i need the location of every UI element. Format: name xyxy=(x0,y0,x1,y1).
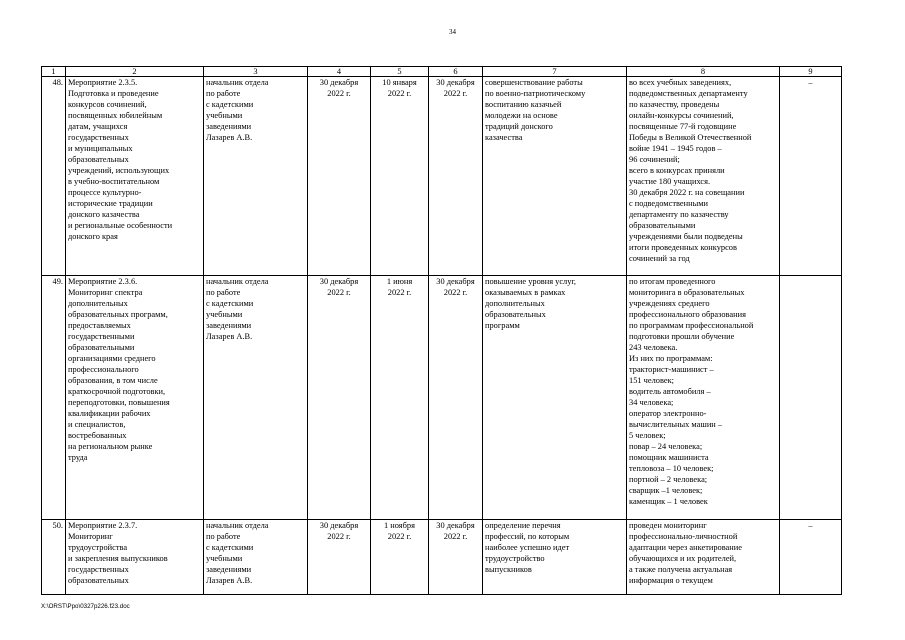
cell-line: образовательных программ, xyxy=(68,310,168,319)
cell-line: а также получена актуальная xyxy=(629,565,733,574)
header-cell: 7 xyxy=(483,67,627,77)
header-cell: 6 xyxy=(429,67,483,77)
cell-line: государственных xyxy=(68,133,129,142)
cell-line: Мероприятие 2.3.7. xyxy=(68,521,138,530)
planned-date-cell xyxy=(308,77,371,276)
cell-line: 1 ноября xyxy=(384,521,415,530)
cell-line: 30 декабря xyxy=(436,277,475,286)
cell-line: войне 1941 – 1945 годов – xyxy=(629,144,722,153)
cell-line: по казачеству, проведены xyxy=(629,100,720,109)
cell-line: повышение уровня услуг, xyxy=(485,277,576,286)
cell-line: Подготовка и проведение xyxy=(68,89,159,98)
note-cell: – xyxy=(780,520,842,595)
note-cell xyxy=(780,276,842,520)
cell-line: образовательными xyxy=(629,221,696,230)
header-cell: 1 xyxy=(42,67,66,77)
cell-line: совершенствование работы xyxy=(485,78,583,87)
cell-line: 2022 г. xyxy=(443,532,468,541)
cell-line: квалификации рабочих xyxy=(68,409,151,418)
cell-line: по итогам проведенного xyxy=(629,277,716,286)
cell-line: сочинений за год xyxy=(629,254,690,263)
cell-line: заведениями xyxy=(206,321,252,330)
cell-line: дополнительных xyxy=(68,299,128,308)
cell-line: участие 180 учащихся. xyxy=(629,177,711,186)
actual-result-cell xyxy=(627,520,780,595)
cell-line: востребованных xyxy=(68,431,127,440)
cell-line: начальник отдела xyxy=(206,521,269,530)
cell-line: в учебно-воспитательном xyxy=(68,177,160,186)
planned-date-cell xyxy=(308,276,371,520)
cell-line: 2022 г. xyxy=(327,532,351,541)
cell-line: государственных xyxy=(68,565,129,574)
cell-line: трудоустройство xyxy=(485,554,545,563)
cell-line: образования, в том числе xyxy=(68,376,158,385)
cell-line: адаптации через анкетирование xyxy=(629,543,742,552)
cell-line: традиций донского xyxy=(485,122,553,131)
cell-line: 34 человека; xyxy=(629,398,674,407)
cell-line: профессионального образования xyxy=(629,310,746,319)
cell-line: 30 декабря xyxy=(319,521,359,530)
cell-line: с подведомственными xyxy=(629,199,708,208)
cell-line: Лазарев А.В. xyxy=(206,332,253,341)
responsible-cell xyxy=(204,520,308,595)
cell-line: профессионально-личностной xyxy=(629,532,738,541)
actual-result-cell xyxy=(627,77,780,276)
cell-line: предоставляемых xyxy=(68,321,131,330)
cell-line: трудоустройства xyxy=(68,543,128,552)
cell-line: выпускников xyxy=(485,565,532,574)
cell-line: 2022 г. xyxy=(443,89,468,98)
cell-line: учебными xyxy=(206,111,243,120)
note-cell: – xyxy=(780,77,842,276)
cell-line: по работе xyxy=(206,532,241,541)
cell-line: и закрепления выпускников xyxy=(68,554,168,563)
cell-line: 30 декабря xyxy=(319,78,359,87)
header-cell: 9 xyxy=(780,67,842,77)
cell-line: помощник машиниста xyxy=(629,453,709,462)
cell-line: 30 декабря 2022 г. на совещании xyxy=(629,188,745,197)
cell-line: 243 человека. xyxy=(629,343,678,352)
cell-line: Лазарев А.В. xyxy=(206,576,253,585)
cell-line: всего в конкурсах приняли xyxy=(629,166,725,175)
cell-line: итоги проведенных конкурсов xyxy=(629,243,737,252)
cell-line: по работе xyxy=(206,89,241,98)
cell-line: во всех учебных заведениях, xyxy=(629,78,732,87)
cell-line: Мониторинг xyxy=(68,532,113,541)
cell-line: и муниципальных xyxy=(68,144,133,153)
end-date-cell xyxy=(429,77,483,276)
cell-line: профессионального xyxy=(68,365,139,374)
cell-line: на региональном рынке xyxy=(68,442,153,451)
row-number-cell: 49. xyxy=(42,276,66,520)
cell-line: краткосрочной подготовки, xyxy=(68,387,166,396)
cell-line: с кадетскими xyxy=(206,299,254,308)
responsible-cell xyxy=(204,77,308,276)
cell-line: тепловоза – 10 человек; xyxy=(629,464,714,473)
cell-line: организациями среднего xyxy=(68,354,156,363)
cell-line: по работе xyxy=(206,288,241,297)
header-cell: 4 xyxy=(308,67,371,77)
cell-line: Мероприятие 2.3.5. xyxy=(68,78,138,87)
event-cell xyxy=(66,520,204,595)
cell-line: учреждениях среднего xyxy=(629,299,710,308)
table-row xyxy=(42,77,842,276)
start-date-cell xyxy=(371,520,429,595)
cell-line: 30 декабря xyxy=(436,78,475,87)
cell-line: 30 декабря xyxy=(436,521,475,530)
cell-line: начальник отдела xyxy=(206,78,269,87)
cell-line: информация о текущем xyxy=(629,576,713,585)
cell-line: повар – 24 человека; xyxy=(629,442,703,451)
cell-line: по военно-патриотическому xyxy=(485,89,586,98)
cell-line: Лазарев А.В. xyxy=(206,133,253,142)
cell-line: определение перечня xyxy=(485,521,561,530)
cell-line: с кадетскими xyxy=(206,543,254,552)
cell-line: датам, учащихся xyxy=(68,122,128,131)
cell-line: донского края xyxy=(68,232,118,241)
cell-line: обучающихся и их родителей, xyxy=(629,554,737,563)
cell-line: подведомственных департаменту xyxy=(629,89,748,98)
cell-line: департаменту по казачеству xyxy=(629,210,729,219)
cell-line: процессе культурно- xyxy=(68,188,142,197)
cell-line: дополнительных xyxy=(485,299,545,308)
cell-line: наиболее успешно идет xyxy=(485,543,570,552)
expected-result-cell xyxy=(483,77,627,276)
cell-line: оператор электронно- xyxy=(629,409,707,418)
start-date-cell xyxy=(371,276,429,520)
cell-line: 2022 г. xyxy=(387,288,412,297)
cell-line: 2022 г. xyxy=(327,89,351,98)
cell-line: и специалистов, xyxy=(68,420,126,429)
cell-line: донского казачества xyxy=(68,210,140,219)
cell-line: с кадетскими xyxy=(206,100,254,109)
cell-line: водитель автомобиля – xyxy=(629,387,711,396)
cell-line: подготовки прошли обучение xyxy=(629,332,735,341)
cell-line: конкурсов сочинений, xyxy=(68,100,147,109)
cell-line: программ xyxy=(485,321,520,330)
cell-line: переподготовки, повышения xyxy=(68,398,170,407)
cell-line: учебными xyxy=(206,554,243,563)
end-date-cell xyxy=(429,520,483,595)
header-cell: 8 xyxy=(627,67,780,77)
expected-result-cell xyxy=(483,276,627,520)
cell-line: 2022 г. xyxy=(387,89,412,98)
cell-line: образовательными xyxy=(68,343,135,352)
cell-line: сварщик –1 человек; xyxy=(629,486,703,495)
responsible-cell xyxy=(204,276,308,520)
file-path-footer: X:\ORST\Ppo\0327p226.f23.doc xyxy=(41,603,130,610)
header-cell: 5 xyxy=(371,67,429,77)
cell-line: Из них по программам: xyxy=(629,354,713,363)
cell-line: 96 сочинений; xyxy=(629,155,680,164)
row-number-cell: 48. xyxy=(42,77,66,276)
planned-date-cell xyxy=(308,520,371,595)
cell-line: оказываемых в рамках xyxy=(485,288,566,297)
cell-line: мониторинга в образовательных xyxy=(629,288,745,297)
actual-result-cell xyxy=(627,276,780,520)
cell-line: исторические традиции xyxy=(68,199,153,208)
cell-line: учебными xyxy=(206,310,243,319)
cell-line: тракторист-машинист – xyxy=(629,365,714,374)
header-cell: 3 xyxy=(204,67,308,77)
cell-line: 2022 г. xyxy=(327,288,351,297)
cell-line: посвященных юбилейным xyxy=(68,111,163,120)
table-row xyxy=(42,276,842,520)
cell-line: вычислительных машин – xyxy=(629,420,723,429)
cell-line: проведен мониторинг xyxy=(629,521,707,530)
row-number-cell: 50. xyxy=(42,520,66,595)
cell-line: образовательных xyxy=(68,155,129,164)
page-number: 34 xyxy=(449,28,456,36)
cell-line: посвященные 77-й годовщине xyxy=(629,122,737,131)
cell-line: 151 человек; xyxy=(629,376,674,385)
cell-line: портной – 2 человека; xyxy=(629,475,708,484)
cell-line: заведениями xyxy=(206,122,252,131)
cell-line: образовательных xyxy=(68,576,129,585)
cell-line: учреждениями были подведены xyxy=(629,232,743,241)
report-table xyxy=(41,66,842,595)
cell-line: государственными xyxy=(68,332,135,341)
cell-line: 30 декабря xyxy=(319,277,359,286)
event-cell xyxy=(66,276,204,520)
cell-line: 2022 г. xyxy=(387,532,412,541)
cell-line: 2022 г. xyxy=(443,288,468,297)
cell-line: начальник отдела xyxy=(206,277,269,286)
cell-line: 5 человек; xyxy=(629,431,666,440)
cell-line: Победы в Великой Отечественной xyxy=(629,133,752,142)
cell-line: заведениями xyxy=(206,565,252,574)
start-date-cell xyxy=(371,77,429,276)
cell-line: Мероприятие 2.3.6. xyxy=(68,277,138,286)
cell-line: учреждений, использующих xyxy=(68,166,170,175)
cell-line: профессий, по которым xyxy=(485,532,570,541)
header-cell: 2 xyxy=(66,67,204,77)
end-date-cell xyxy=(429,276,483,520)
cell-line: Мониторинг спектра xyxy=(68,288,143,297)
cell-line: онлайн-конкурсы сочинений, xyxy=(629,111,734,120)
cell-line: по программам профессиональной xyxy=(629,321,754,330)
table-row xyxy=(42,520,842,595)
expected-result-cell xyxy=(483,520,627,595)
cell-line: каменщик – 1 человек xyxy=(629,497,708,506)
cell-line: 1 июня xyxy=(386,277,413,286)
cell-line: образовательных xyxy=(485,310,546,319)
cell-line: труда xyxy=(68,453,88,462)
cell-line: молодежи на основе xyxy=(485,111,558,120)
cell-line: и региональные особенности xyxy=(68,221,173,230)
cell-line: казачества xyxy=(485,133,523,142)
cell-line: 10 января xyxy=(382,78,417,87)
cell-line: воспитанию казачьей xyxy=(485,100,562,109)
column-number-header xyxy=(42,67,842,77)
event-cell xyxy=(66,77,204,276)
